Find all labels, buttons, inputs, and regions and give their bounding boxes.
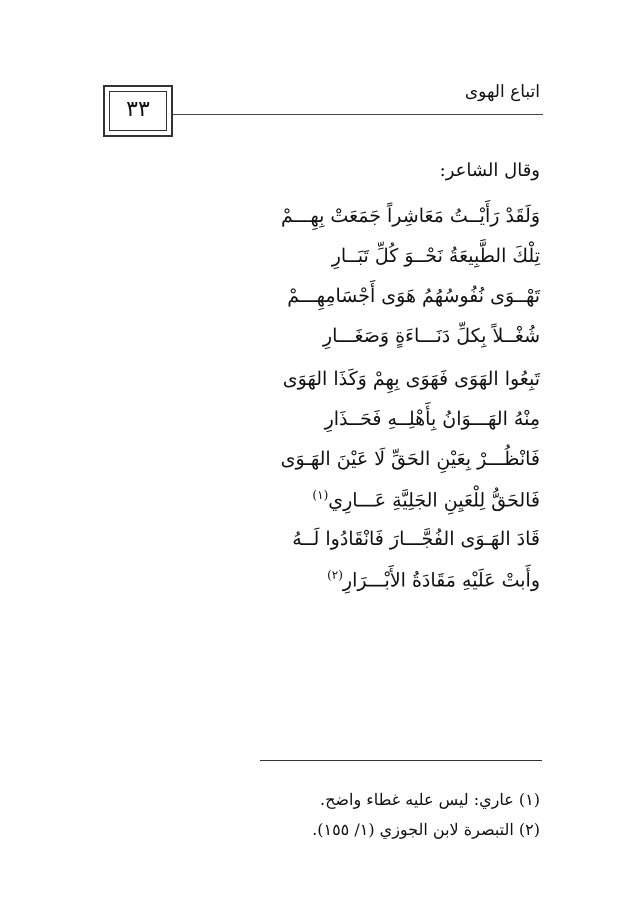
- footnote-ref: (١): [312, 488, 329, 502]
- verse-line: فَانْظُـــرْ بِعَيْنِ الحَقِّ لَا عَيْنَ الهَـوَى: [280, 448, 540, 470]
- verse-line: فَالحَقُّ لِلْعَيِنِ الجَلِيَّةِ عَـــارِي$^{(١)}$: [312, 488, 540, 512]
- verse-line: تَبِعُوا الهَوَى فَهَوَى بِهِمْ وَكَذَا الهَوَى: [282, 368, 540, 390]
- running-title: اتباع الهوى: [464, 82, 540, 102]
- page-number-frame: [103, 85, 173, 137]
- verse-line: شُغْــلاً بِكلِّ دَنَـــاءَةٍ وَصَغَـــارِ: [322, 325, 540, 347]
- intro-line: وقال الشاعر:: [439, 160, 540, 181]
- verse-line: قَادَ الهَـوَى الفُجَّـــارَ فَانْقَادُوا لَــهُ: [292, 528, 540, 550]
- footnote-2: (٢) التبصرة لابن الجوزي (١/ ١٥٥).: [312, 820, 540, 839]
- verse-line: وأَبتْ عَلَيْهِ مَقَادَةُ الأَبْـــرَارِ$^{(٢)}$: [327, 568, 540, 592]
- header-rule: [173, 114, 543, 115]
- verse-line: تِلْكَ الطَّبِيعَةُ نَحْــوَ كُلِّ تَبَــارِ: [331, 245, 540, 267]
- verse-line: وَلَقَدْ رَأَيْــتُ مَعَاشِراً جَمَعَتْ بِهِـــمْ: [281, 205, 540, 227]
- footnote-1: (١) عاري: ليس عليه غطاء واضح.: [320, 790, 540, 809]
- verse-line: مِنْهُ الهَـــوَانُ بِأَهْلِــهِ فَحَــذَارِ: [324, 408, 540, 430]
- footnote-ref: (٢): [327, 568, 343, 582]
- page-number: ٣٣: [126, 97, 150, 122]
- footnote-rule: [260, 760, 542, 761]
- verse-line: تَهْــوَى نُفُوسُهُمُ هَوَى أَجْسَامِهِـــمْ: [287, 285, 540, 307]
